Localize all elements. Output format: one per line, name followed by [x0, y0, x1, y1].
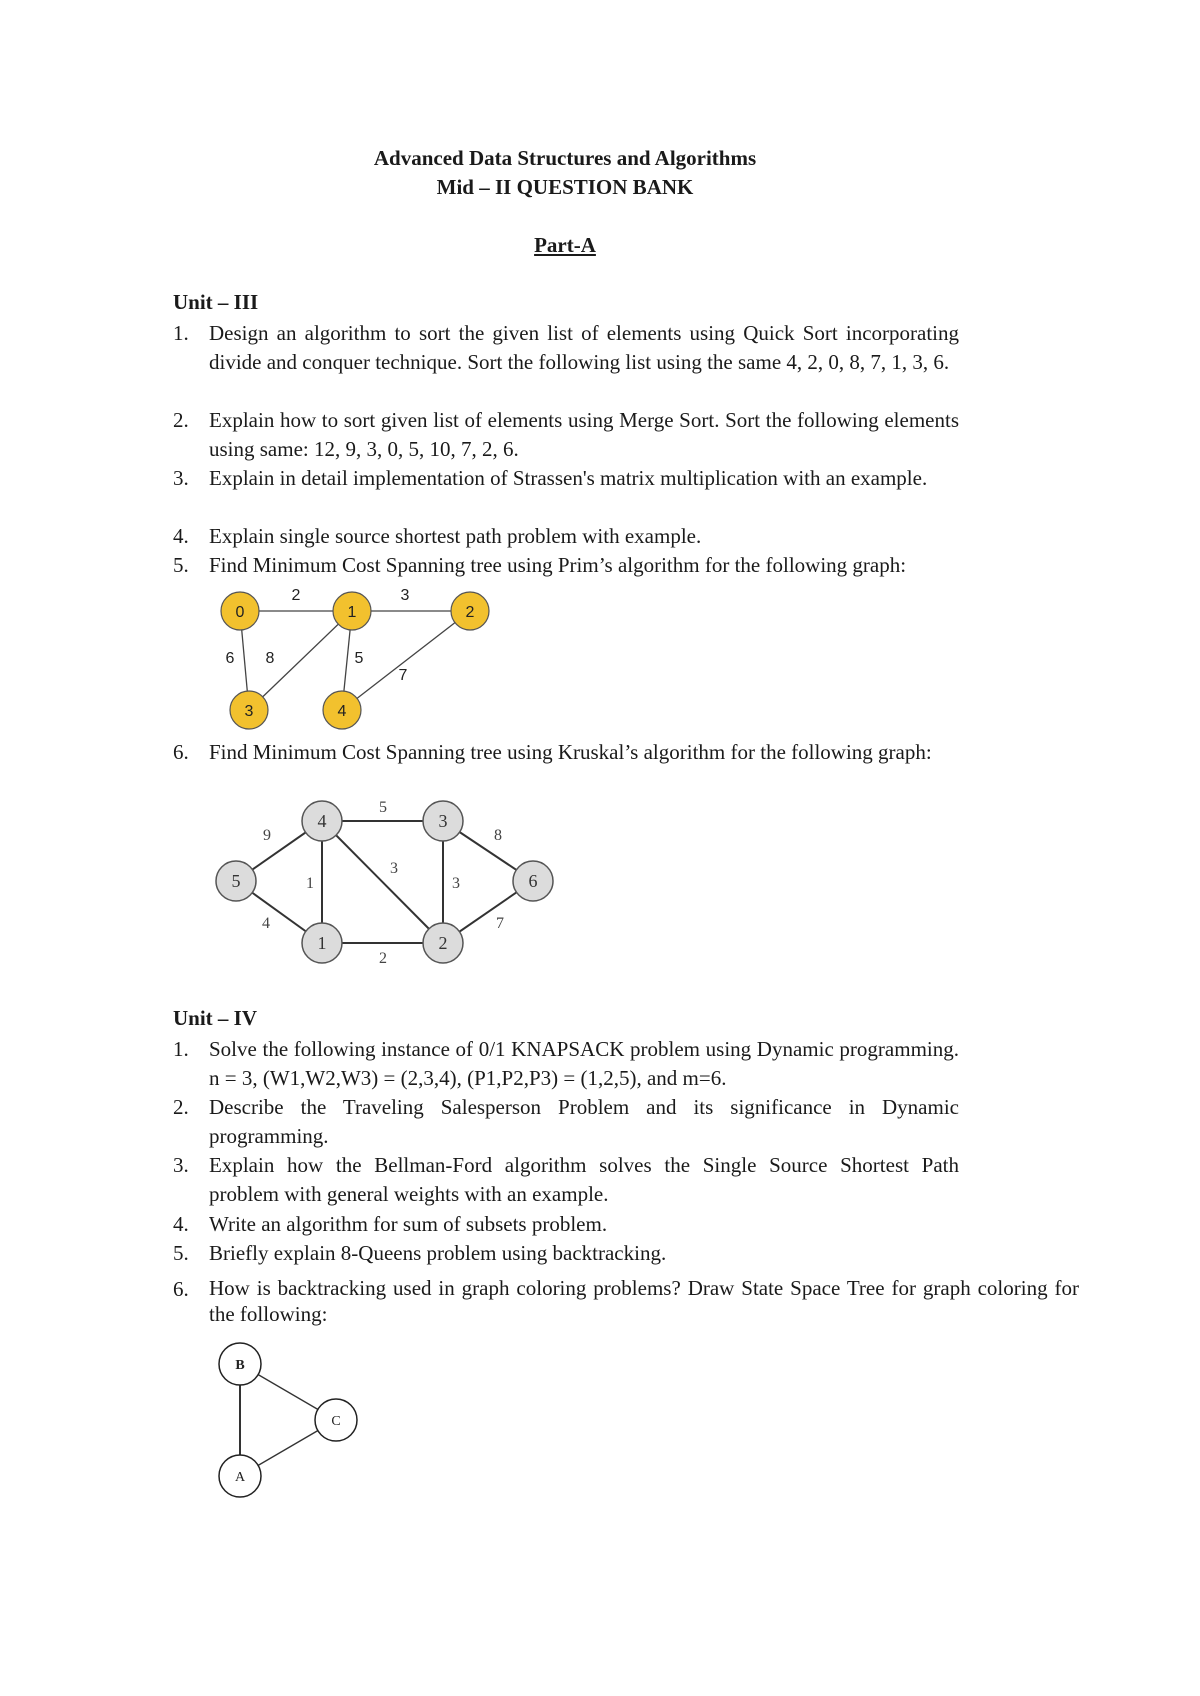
node-label: 1	[347, 604, 357, 621]
node-label: 4	[317, 811, 327, 831]
question-number: 6.	[173, 740, 189, 764]
unit-4-question-1	[173, 1035, 959, 1093]
question-number: 3.	[173, 1153, 189, 1177]
document-subtitle: Mid – II QUESTION BANK	[436, 175, 694, 199]
question-text: Briefly explain 8-Queens problem using backtracking.	[209, 1241, 667, 1265]
kruskal-graph	[210, 795, 560, 970]
unit-4-question-3	[173, 1151, 959, 1209]
question-text: Explain in detail implementation of Strassen's matrix multiplication with an example.	[209, 466, 928, 490]
document-title: Advanced Data Structures and Algorithms	[373, 146, 757, 170]
unit-3-question-2	[173, 406, 959, 464]
edge-weight-label: 3	[452, 875, 460, 892]
part-heading: Part-A	[534, 233, 596, 257]
unit-3-question-1	[173, 319, 959, 377]
node-label: B	[235, 1358, 245, 1373]
unit-3-question-5	[173, 551, 959, 580]
question-number: 5.	[173, 1241, 189, 1265]
prim-graph	[210, 578, 500, 738]
question-text: Find Minimum Cost Spanning tree using Prim’s algorithm for the following graph:	[209, 553, 907, 577]
coloring-graph	[210, 1340, 370, 1500]
node-label: 0	[235, 604, 245, 621]
edge-weight-label: 9	[263, 827, 271, 844]
question-number: 2.	[173, 408, 189, 432]
edge-weight-label: 8	[265, 650, 275, 667]
node-label: 5	[231, 871, 241, 891]
unit-4-heading: Unit – IV	[173, 1006, 258, 1030]
question-text: Write an algorithm for sum of subsets problem.	[209, 1212, 608, 1236]
node-label: 1	[317, 933, 327, 953]
edge-weight-label: 5	[354, 650, 364, 667]
unit-4-question-2	[173, 1093, 959, 1151]
edge-weight-label: 8	[494, 827, 502, 844]
question-number: 4.	[173, 524, 189, 548]
edge-weight-label: 2	[379, 950, 387, 967]
question-text: Explain how to sort given list of elements using Merge Sort. Sort the following elements using same: 12, 9, 3, 0, 5, 10, 7, 2, 6.	[209, 408, 959, 461]
unit-3-question-3	[173, 464, 959, 493]
edge-weight-label: 3	[390, 860, 398, 877]
unit-3-heading: Unit – III	[173, 290, 259, 314]
question-number: 6.	[173, 1277, 189, 1301]
question-number: 3.	[173, 466, 189, 490]
question-number: 1.	[173, 321, 189, 345]
node-label: 6	[528, 871, 538, 891]
edge-weight-label: 2	[291, 587, 301, 604]
edge-weight-label: 1	[306, 875, 314, 892]
question-text: Explain single source shortest path problem with example.	[209, 524, 702, 548]
node-label: 2	[438, 933, 448, 953]
unit-4-question-6	[173, 1275, 1079, 1327]
question-text: How is backtracking used in graph coloring problems? Draw State Space Tree for graph coloring for the following:	[209, 1276, 1079, 1326]
question-text: Solve the following instance of 0/1 KNAPSACK problem using Dynamic programming. n = 3, (W1,W2,W3) = (2,3,4), (P1,P2,P3) = (1,2,5), and m=6.	[209, 1037, 959, 1090]
question-text: Explain how the Bellman-Ford algorithm solves the Single Source Shortest Path problem with general weights with an example.	[209, 1153, 959, 1206]
node-label: 2	[465, 604, 475, 621]
question-number: 4.	[173, 1212, 189, 1236]
question-text: Design an algorithm to sort the given list of elements using Quick Sort incorporating divide and conquer technique. Sort the following list using the same 4, 2, 0, 8, 7, 1, 3, 6.	[209, 321, 959, 374]
edge-weight-label: 4	[262, 915, 270, 932]
unit-4-question-4	[173, 1210, 959, 1239]
edge-weight-label: 7	[496, 915, 504, 932]
question-number: 2.	[173, 1095, 189, 1119]
node-label: 3	[244, 703, 254, 720]
question-number: 1.	[173, 1037, 189, 1061]
node-label: A	[234, 1470, 246, 1485]
node-label: 4	[337, 703, 347, 720]
unit-3-question-4	[173, 522, 959, 551]
node-label: C	[331, 1414, 341, 1429]
edge-weight-label: 7	[398, 667, 408, 684]
unit-3-question-6	[173, 738, 959, 767]
unit-4-question-5	[173, 1239, 959, 1268]
node-label: 3	[438, 811, 448, 831]
edge-weight-label: 5	[379, 799, 387, 816]
edge-weight-label: 6	[225, 650, 235, 667]
edge-4-2	[322, 821, 443, 943]
question-text: Describe the Traveling Salesperson Problem and its significance in Dynamic programming.	[209, 1095, 959, 1148]
question-text: Find Minimum Cost Spanning tree using Kruskal’s algorithm for the following graph:	[209, 740, 932, 764]
edge-weight-label: 3	[400, 587, 410, 604]
question-number: 5.	[173, 553, 189, 577]
